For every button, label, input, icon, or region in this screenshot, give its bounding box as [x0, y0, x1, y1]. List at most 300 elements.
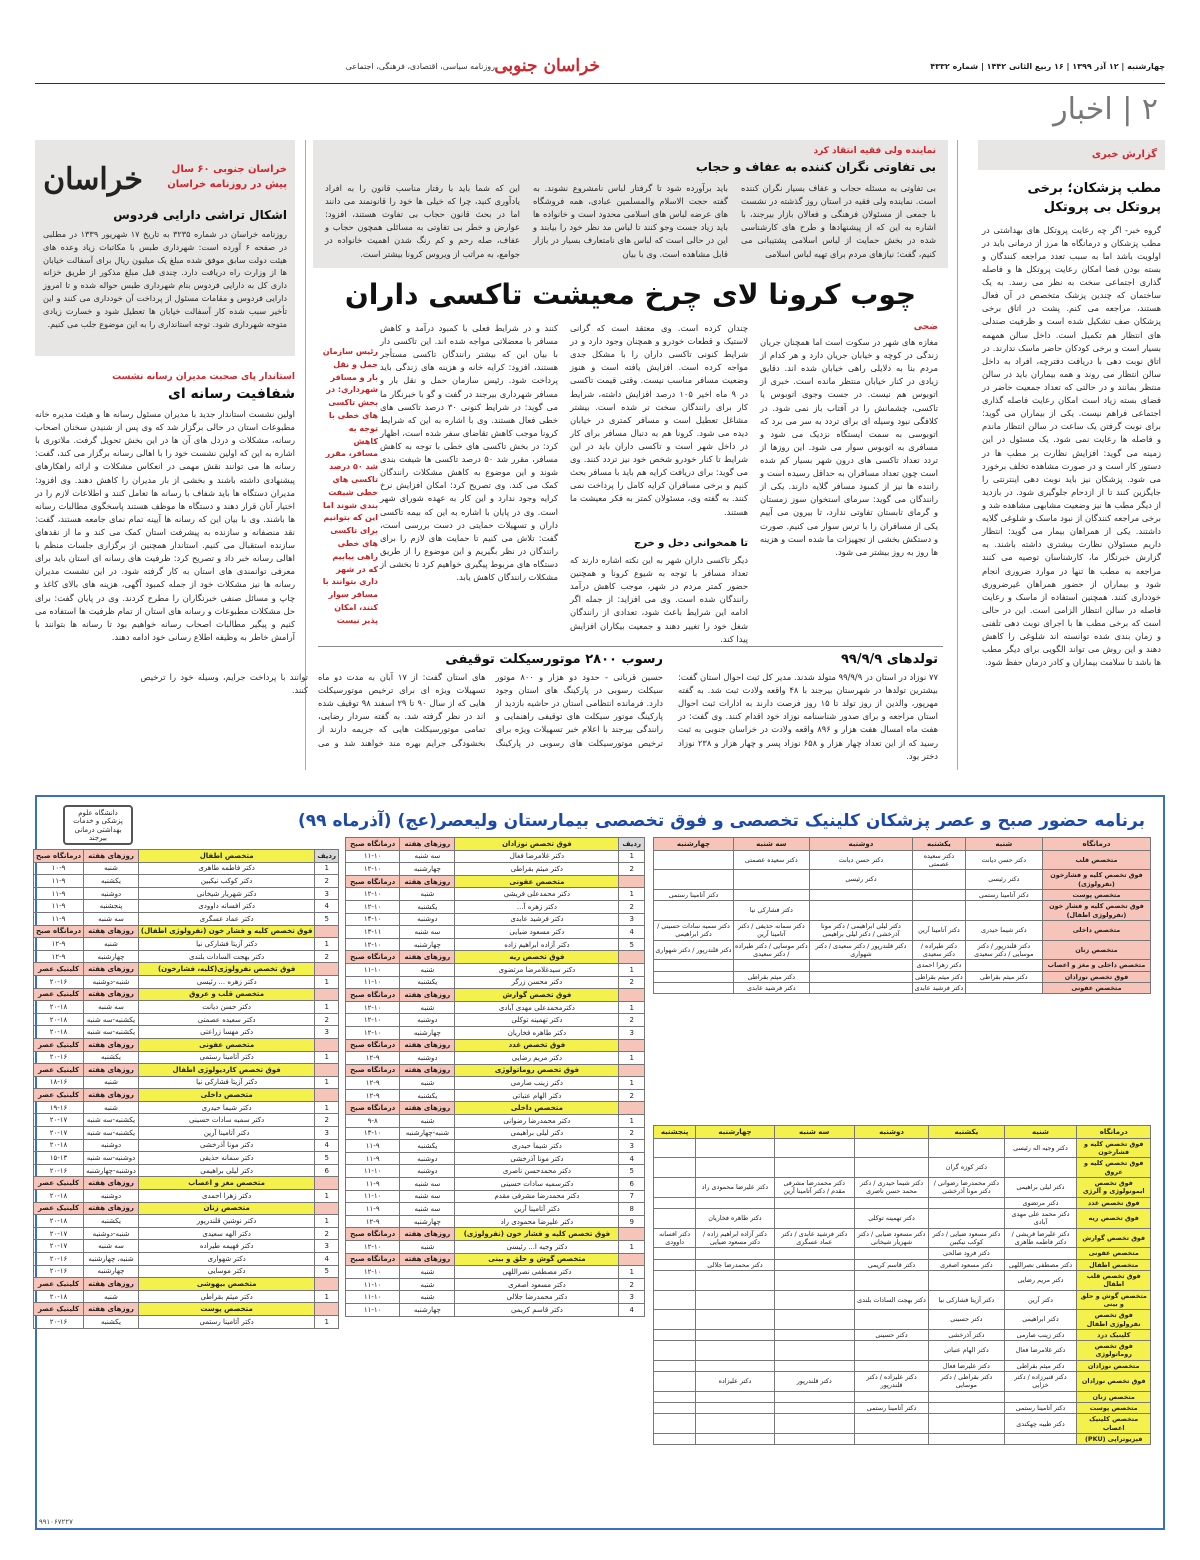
schedule-cell — [913, 889, 965, 900]
table-row — [654, 1177, 1151, 1197]
days-header-cell: روزهای هفته — [84, 988, 139, 1001]
doctor-name-cell: دکتر الهه سعیدی — [138, 1227, 315, 1240]
hours-cell: ۱۲-۱۰ — [346, 938, 400, 951]
table-header-cell: پنجشنبه — [654, 1126, 696, 1139]
days-cell: شنبه-دوشنبه — [84, 975, 139, 988]
row-number-cell: 3 — [315, 1240, 339, 1253]
schedule-cell — [654, 1259, 696, 1270]
table-row — [33, 1026, 338, 1039]
schedule-cell: دکتر شیما حیدری / دکتر محمد حسن ناصری — [854, 1177, 928, 1197]
days-cell: شنبه — [400, 1001, 455, 1014]
days-cell: دوشنبه — [84, 1190, 139, 1203]
doctor-name-cell: دکتر مسعود اصغری — [455, 1278, 619, 1291]
schedule-cell — [654, 1208, 696, 1228]
days-cell: شنبه — [84, 1076, 139, 1089]
table-row — [346, 1014, 645, 1027]
schedule-cell — [774, 1403, 854, 1414]
specialty-cell: متخصص پوست — [138, 1303, 315, 1316]
hours-cell: ۱۱-۹ — [346, 1203, 400, 1216]
doctor-name-cell: دکتر قاسم کریمی — [455, 1303, 619, 1316]
table-row — [346, 1303, 645, 1316]
hours-cell: ۱۱-۹ — [33, 875, 83, 888]
schedule-cell — [774, 1414, 854, 1434]
doctor-name-cell: دکتر حسن دیانت — [138, 1001, 315, 1014]
schedule-cell — [929, 1391, 1004, 1402]
schedule-cell — [774, 1248, 854, 1259]
table-row — [654, 870, 1151, 890]
table-row — [33, 1164, 338, 1177]
row-number-cell — [315, 988, 339, 1001]
hours-cell: ۱۲-۹ — [33, 950, 83, 963]
schedule-cell — [654, 982, 734, 993]
hours-cell: ۲۰-۱۶ — [33, 1164, 83, 1177]
days-header-cell: روزهای هفته — [400, 1228, 455, 1241]
doctor-name-cell: دکتر آتامینا رستمی — [138, 1315, 315, 1328]
hours-cell: ۹-۸ — [346, 1115, 400, 1128]
row-number-cell — [619, 1064, 645, 1077]
schedule-cell — [696, 1290, 774, 1310]
hours-cell: ۲۰-۱۸ — [33, 1001, 83, 1014]
schedule-cell: دکتر محمدرضا مشرفی مقدم / دکتر آتامینا آرین — [774, 1177, 854, 1197]
schedule-cell — [696, 1270, 774, 1290]
taxi-col-1: مغازه های شهر در سکوت است اما همچنان جریان زندگی در کوچه و خیابان جریان دارد و هر کدام از مردم بنا به دلایلی راهی خیابان شده اند. دقایق زیادی در کنار خیابان منتظر مانده است. خبری از اتوبوس هم نیست. در جست وجوی اتوبوس یا تاکسی، چشمانش را در آفتاب باز نمی شود. در کلافگی نبود وسیله ای برای تردد به سر می برد که اتوبوسی به سمت ایستگاه نزدیک می شود و مسافری به اتوبوس سوار می شود. این روزها از تردد تعداد تاکسی های درون شهر بسیار کم شده است چون تعداد مسافران به حداقل رسیده است و راننده ها نیز از کمبود مسافر گلایه دارند. یکی از رانندگان می گوید: سرمای استخوان سوز زمستان و گرمای تابستان تفاوتی ندارد، تا بیرون می آییم یکی از مسافران را با ترس سوار می کنیم. صورت و دستکش بخشی از تجهیزات ما شده است و هزینه ها روز به روز بیشتر می شود. — [760, 337, 938, 557]
doctor-name-cell: دکترسمیه سادات حسینی — [455, 1178, 619, 1191]
table-row — [346, 1178, 645, 1191]
specialty-cell: فوق تخصص روماتولوژی — [455, 1064, 619, 1077]
table-row — [33, 963, 338, 976]
schedule-cell — [654, 1197, 696, 1208]
schedule-cell — [774, 1197, 854, 1208]
schedule-cell — [654, 971, 734, 982]
row-number-cell: 4 — [315, 900, 339, 913]
row-number-cell: 3 — [315, 887, 339, 900]
table-row — [33, 1152, 338, 1165]
days-cell: شنبه — [400, 1291, 455, 1304]
hours-cell: ۱۲-۹ — [346, 1089, 400, 1102]
table-row — [654, 1391, 1151, 1402]
doctor-name-cell: دکتر میثم بقراطی — [455, 863, 619, 876]
history-box — [35, 140, 295, 356]
row-number-cell: 2 — [315, 1227, 339, 1240]
clinic-header-cell: درمانگاه صبح — [346, 1102, 400, 1115]
schedule-cell: دکتر میثم بقراطی — [733, 971, 809, 982]
table-row — [346, 875, 645, 888]
clinic-name-cell: کلینیک درد — [1077, 1329, 1151, 1340]
table-row — [33, 1114, 338, 1127]
schedule-cell — [965, 982, 1042, 993]
row-number-cell: 3 — [619, 1140, 645, 1153]
days-header-cell: روزهای هفته — [400, 1253, 455, 1266]
doctor-name-cell: دکتر آتامینا آرین — [455, 1203, 619, 1216]
schedule-cell: دکتر طاهره فخاریان — [696, 1208, 774, 1228]
clinic-name-cell: فوق تخصص نفرولوژی اطفال — [1077, 1310, 1151, 1330]
row-number-cell — [315, 1089, 339, 1102]
doctor-name-cell: دکتر آتامینا آرین — [138, 1127, 315, 1140]
hours-cell: ۱۲-۱۰ — [346, 1241, 400, 1254]
days-cell: شنبه — [400, 1266, 455, 1279]
table-row — [33, 850, 338, 863]
doctor-name-cell: دکتر میثم بقراطی — [138, 1290, 315, 1303]
clinic-name-cell: متخصص پوست — [1077, 1403, 1151, 1414]
table-row — [33, 1076, 338, 1089]
schedule-cell: دکتر الهام عتباتی — [929, 1341, 1004, 1361]
ad-logo — [63, 805, 133, 845]
days-cell: چهارشنبه — [400, 1026, 455, 1039]
table-row — [654, 1310, 1151, 1330]
days-header-cell: روزهای هفته — [84, 1038, 139, 1051]
days-cell: یکشنبه — [400, 1089, 455, 1102]
table-row — [346, 1152, 645, 1165]
table-header-cell: سه شنبه — [774, 1126, 854, 1139]
schedule-cell: دکتر فرشید عابدی — [914, 983, 964, 992]
schedule-cell: دکتر طیبه چهکندی — [1004, 1414, 1077, 1434]
row-number-cell — [619, 1228, 645, 1241]
table-row — [654, 960, 1151, 971]
doctor-name-cell: دکتر شهریار شیخانی — [138, 887, 315, 900]
table-row — [33, 1064, 338, 1077]
days-header-cell: روزهای هفته — [84, 1278, 139, 1291]
clinic-header-cell: درمانگاه صبح — [346, 989, 400, 1002]
table-row — [33, 1240, 338, 1253]
hours-cell: ۲۰-۱۷ — [33, 1127, 83, 1140]
clinic-table-afternoon — [653, 1125, 1151, 1445]
masthead-logo: خراسان جنوبی — [494, 56, 600, 76]
row-number-cell — [315, 1278, 339, 1291]
table-row — [346, 1026, 645, 1039]
schedule-cell: دکتر کوزه گران — [929, 1158, 1004, 1178]
hours-cell: ۱۰-۹ — [33, 862, 83, 875]
schedule-cell: دکتر غلامرضا فعال — [1004, 1341, 1077, 1361]
doctor-name-cell: دکتر تهمینه توکلی — [455, 1014, 619, 1027]
days-cell: شنبه — [400, 1115, 455, 1128]
clinic-name-cell: فوق تخصص کلیه و فشار خون (نفرولوژی اطفال) — [1042, 901, 1150, 921]
days-cell: یکشنبه-سه شنبه — [84, 1127, 139, 1140]
masthead — [35, 52, 1165, 84]
schedule-cell — [774, 1329, 854, 1340]
table-row — [33, 988, 338, 1001]
schedule-cell: دکتر مرتضوی — [1004, 1197, 1077, 1208]
doctor-name-cell: دکتر مصطفی نصراللهی — [455, 1266, 619, 1279]
specialty-cell: فوق تخصص نفرولوژی(کلیه، فشارخون) — [138, 963, 315, 976]
row-number-cell: 1 — [315, 1051, 339, 1064]
specialty-cell: متخصص اطفال — [138, 850, 315, 863]
doctor-name-cell: دکتر آزاده ابراهیم زاده — [455, 938, 619, 951]
table-row — [346, 913, 645, 926]
row-number-cell: 3 — [619, 1291, 645, 1304]
specialty-cell: متخصص داخلی — [138, 1089, 315, 1102]
schedule-cell — [854, 1360, 928, 1371]
schedule-cell — [774, 1360, 854, 1371]
doctor-table-subspec — [345, 837, 645, 1317]
table-row — [346, 989, 645, 1002]
specialty-cell: متخصص گوش و حلق و بینی — [455, 1253, 619, 1266]
schedule-cell: دکتر مسعود اصغری — [929, 1259, 1004, 1270]
schedule-cell — [654, 870, 734, 890]
clinic-header-cell: کلینیک عصر — [33, 1202, 83, 1215]
doctor-name-cell: دکتر شیما حیدری — [138, 1101, 315, 1114]
days-header-cell: روزهای هفته — [400, 1064, 455, 1077]
table-row — [33, 1227, 338, 1240]
doctor-name-cell: دکتر محمدرضا رضوانی — [455, 1115, 619, 1128]
table-row — [346, 926, 645, 939]
table-row — [346, 1140, 645, 1153]
table-row — [654, 1248, 1151, 1259]
schedule-cell — [774, 1290, 854, 1310]
table-row — [346, 1115, 645, 1128]
schedule-cell — [654, 960, 734, 971]
table-row — [346, 1228, 645, 1241]
hours-cell: ۱۲-۱۰ — [346, 900, 400, 913]
schedule-cell: دکتر حسن دیانت — [809, 850, 913, 870]
doctor-name-cell: دکتر محمدعلی فریشی — [455, 888, 619, 901]
schedule-cell: دکتر علیرضا فعال — [929, 1360, 1004, 1371]
row-number-cell: 3 — [315, 1026, 339, 1039]
clinic-header-cell: درمانگاه صبح — [346, 951, 400, 964]
table-row — [346, 863, 645, 876]
doctor-name-cell: دکتر لیلی براهیمی — [455, 1127, 619, 1140]
row-number-cell — [619, 875, 645, 888]
days-cell: چهارشنبه — [400, 1215, 455, 1228]
hours-cell: ۲۰-۱۸ — [33, 1190, 83, 1203]
row-number-cell — [619, 1102, 645, 1115]
taxi-col-2: چندان کرده است. وی معتقد است که گرانی لاستیک و قطعات خودرو و همچنان وجود دارد و در شرایط کنونی تاکسی داران را با مشکل جدی مواجه کرده است. افزایش یافته است و هنوز وضعیت مسافر مناسب نیست. وقتی قیمت تاکسی در ۹ ماه اخیر ۱۰۵ درصد افزایش داشته، شرایط کار برای رانندگان سخت تر شده است. بیشتر مشاغل تعطیل است و مسافر کمتری در خیابان دیده می شود. کرونا هم به دنبال مسافر برای کار در داخل شهر است و تاکسی داران باید در این شرایط تا کنار خودرو شخص خود نیز تردد کنند. وی می گوید: برای دریافت کرایه هم باید با مسافر بحث کنیم و برخی مسافران کرایه کامل را پرداخت نمی کنند. به گفته وی، مسئولان کمتر به فکر معیشت ما هستند. — [570, 323, 748, 517]
meeting-kicker: استاندار پای صحبت مدیران رسانه نشست — [112, 372, 295, 382]
clinic-header-cell: کلینیک عصر — [33, 1278, 83, 1291]
row-number-cell: 2 — [619, 1089, 645, 1102]
row-number-cell: 2 — [619, 1014, 645, 1027]
masthead-subtitle: روزنامه سیاسی، اقتصادی، فرهنگی، اجتماعی — [345, 62, 495, 71]
row-number-cell: 1 — [315, 1190, 339, 1203]
days-cell: یکشنبه — [84, 875, 139, 888]
days-header-cell: روزهای هفته — [400, 838, 455, 851]
row-number-cell: 1 — [315, 1215, 339, 1228]
schedule-cell — [733, 870, 809, 890]
hours-cell: ۱۸-۱۶ — [33, 1076, 83, 1089]
doctor-table-peds — [35, 849, 339, 1329]
clinic-name-cell: متخصص کلینیک اعصاب — [1077, 1414, 1151, 1434]
page-label: ۲ | اخبار — [1053, 92, 1158, 127]
table-row — [654, 1270, 1151, 1290]
table-row — [346, 888, 645, 901]
row-number-cell: 1 — [619, 850, 645, 863]
doctor-name-cell: دکتر شهواری — [138, 1253, 315, 1266]
row-number-cell: 2 — [619, 863, 645, 876]
table-row — [346, 1278, 645, 1291]
row-number-cell — [619, 989, 645, 1002]
table-row — [346, 1291, 645, 1304]
schedule-cell: دکتر آتامینا آرین — [913, 920, 965, 940]
schedule-cell — [654, 1177, 696, 1197]
table-row — [346, 1215, 645, 1228]
hours-cell: ۱۲-۹ — [346, 1052, 400, 1065]
specialty-cell: فوق تخصص کلیه و فشار خون (نفرولوژی اطفال) — [138, 925, 315, 938]
row-number-cell: ردیف — [619, 838, 645, 851]
table-row — [346, 838, 645, 851]
schedule-cell — [854, 1158, 928, 1178]
clinic-header-cell: کلینیک عصر — [33, 1303, 83, 1316]
doctor-name-cell: دکتر مسعود ضیایی — [455, 926, 619, 939]
hours-cell: ۲۰-۱۶ — [33, 1253, 83, 1266]
row-number-cell: 1 — [315, 1001, 339, 1014]
doctor-name-cell: دکتر سمیه سادات حسینی — [138, 1114, 315, 1127]
table-row — [33, 1038, 338, 1051]
days-cell: چهارشنبه — [84, 950, 139, 963]
hours-cell: ۱۱-۹ — [346, 1152, 400, 1165]
schedule-cell — [854, 1434, 928, 1445]
row-number-cell: 1 — [315, 862, 339, 875]
clinic-name-cell: متخصص اطفال — [1077, 1259, 1151, 1270]
schedule-cell — [696, 1197, 774, 1208]
schedule-cell — [809, 901, 913, 921]
hours-cell: ۱۲-۹ — [346, 1215, 400, 1228]
table-row — [33, 1089, 338, 1102]
days-cell: شنبه، چهارشنبه — [84, 1253, 139, 1266]
clinic-name-cell: فوق تخصص ریه — [1077, 1208, 1151, 1228]
table-header-cell: دوشنبه — [854, 1126, 928, 1139]
schedule-cell — [774, 1391, 854, 1402]
row-number-cell: 9 — [619, 1215, 645, 1228]
hospital-ad — [35, 795, 1165, 1530]
table-row — [33, 1315, 338, 1328]
row-number-cell — [315, 1202, 339, 1215]
days-cell: شنبه — [400, 1241, 455, 1254]
clinic-name-cell: متخصص پوست — [1042, 889, 1150, 900]
table-row — [33, 1051, 338, 1064]
schedule-cell: دکتر علیرضا قریشی / دکتر فاطمه طاهری — [1004, 1228, 1077, 1248]
row-number-cell: 2 — [315, 1013, 339, 1026]
births-title: تولدهای ۹۹/۹/۹ — [841, 652, 938, 667]
specialty-cell: متخصص عفونی — [138, 1038, 315, 1051]
table-row — [654, 920, 1151, 940]
hours-cell: ۱۳-۱۱ — [346, 926, 400, 939]
row-number-cell: 5 — [315, 1265, 339, 1278]
row-number-cell — [619, 1253, 645, 1266]
table-row — [33, 1202, 338, 1215]
table-row — [654, 901, 1151, 921]
table-row — [654, 850, 1151, 870]
schedule-cell — [774, 1270, 854, 1290]
table-row — [33, 1303, 338, 1316]
days-cell: سه شنبه — [84, 912, 139, 925]
hours-cell: ۱۱-۹ — [33, 887, 83, 900]
right-article-title: مطب پزشکان؛ برخی پروتکل بی پروتکل — [1027, 181, 1161, 215]
table-row — [33, 938, 338, 951]
schedule-cell: دکتر افسانه داوودی — [654, 1228, 696, 1248]
doctor-name-cell: دکتر وجیه ا... رئیسی — [455, 1241, 619, 1254]
hours-cell: ۲۰-۱۶ — [33, 1265, 83, 1278]
row-number-cell — [619, 1039, 645, 1052]
schedule-cell — [854, 1248, 928, 1259]
moto-news — [140, 652, 663, 762]
specialty-cell: فوق تخصص نوزادان — [455, 838, 619, 851]
clinic-name-cell: متخصص گوش و حلق و بینی — [1077, 1290, 1151, 1310]
row-number-cell: 5 — [315, 912, 339, 925]
schedule-cell: دکتر مریم رضایی — [1004, 1270, 1077, 1290]
row-number-cell: 3 — [619, 913, 645, 926]
clinic-name-cell: فوق تخصص گوارش — [1077, 1228, 1151, 1248]
clinic-header-cell: کلینیک عصر — [33, 1089, 83, 1102]
schedule-cell — [1004, 1158, 1077, 1178]
clinic-name-cell: فوق تخصص کلیه و فشارخون (نفرولوژی) — [1042, 870, 1150, 890]
doctor-name-cell: دکتر زهرا احمدی — [138, 1190, 315, 1203]
row-number-cell: 2 — [315, 875, 339, 888]
doctor-name-cell: دکتر بهجت السادات بلندی — [138, 950, 315, 963]
schedule-cell: دکتر لیلی براهیمی — [1004, 1177, 1077, 1197]
clinic-name-cell: متخصص عفونی — [1077, 1248, 1151, 1259]
specialty-cell: فوق تخصص کلیه و فشار خون (نفرولوژی) — [455, 1228, 619, 1241]
row-number-cell: 3 — [619, 1026, 645, 1039]
days-cell: چهارشنبه — [400, 1303, 455, 1316]
schedule-cell — [965, 960, 1042, 971]
schedule-cell: دکتر محمدرضا رضوانی / دکتر مونا آذرخشی — [929, 1177, 1004, 1197]
table-row — [33, 950, 338, 963]
row-number-cell: 1 — [619, 1052, 645, 1065]
schedule-cell: دکتر رئیسی — [809, 870, 913, 890]
specialty-cell: فوق تخصص غدد — [455, 1039, 619, 1052]
table-row — [654, 1228, 1151, 1248]
schedule-cell — [654, 1158, 696, 1178]
lead-kicker: نماینده ولی فقیه انتقاد کرد — [813, 146, 936, 156]
days-cell: دوشنبه-چهارشنبه — [84, 1164, 139, 1177]
clinic-name-cell: متخصص زنان — [1042, 940, 1150, 960]
table-row — [346, 850, 645, 863]
specialty-cell: فوق تخصص ریه — [455, 951, 619, 964]
schedule-cell — [696, 1310, 774, 1330]
hours-cell: ۱۱-۱۰ — [346, 963, 400, 976]
hours-cell: ۱۲-۱۰ — [346, 1266, 400, 1279]
table-row — [654, 1329, 1151, 1340]
schedule-cell — [929, 1403, 1004, 1414]
table-row — [654, 971, 1151, 982]
row-number-cell: 1 — [619, 1077, 645, 1090]
table-header-cell: سه شنبه — [733, 838, 809, 851]
row-number-cell: 2 — [315, 1114, 339, 1127]
ad-footer-code: ۹۹۱۰۶۷۲۲۷ — [39, 1518, 73, 1526]
lead-body-1: بی تفاوتی به مسئله حجاب و عفاف بسیار نگران کننده است. نماینده ولی فقیه در استان روز گذشته در نشست با جمعی از مسئولان فرهنگی و فعالان بازار بیرجند، با اشاره به این که از پیشنهادها و طرح های کارشناسی شده در بخش حمایت از لباس اسلامی پشتیبانی می کنیم، گفت: نیازهای مردم برای تهیه لباس اسلامی — [741, 183, 936, 259]
days-cell: دوشنبه — [400, 1014, 455, 1027]
schedule-cell: دکتر شیما حیدری — [965, 920, 1042, 940]
schedule-cell: دکتر آرین — [1004, 1290, 1077, 1310]
schedule-cell: دکتر آتامینا رستمی — [654, 889, 734, 900]
schedule-cell — [929, 1270, 1004, 1290]
table-row — [654, 982, 1151, 993]
days-cell: یکشنبه — [84, 1051, 139, 1064]
table-header-cell: چهارشنبه — [696, 1126, 774, 1139]
days-cell: چهارشنبه — [400, 863, 455, 876]
days-cell: چهارشنبه — [84, 1265, 139, 1278]
days-cell: یکشنبه — [400, 1140, 455, 1153]
table-row — [346, 1165, 645, 1178]
hours-cell: ۱۱-۱۰ — [346, 1165, 400, 1178]
schedule-cell: دکتر قنبرزاده / دکتر خزایی — [1004, 1372, 1077, 1392]
doctor-name-cell: دکتر زهره آ... — [455, 900, 619, 913]
days-cell: شنبه — [400, 963, 455, 976]
hours-cell: ۱۱-۹ — [33, 900, 83, 913]
row-number-cell: 2 — [619, 1278, 645, 1291]
days-cell: یکشنبه-سه شنبه — [84, 1013, 139, 1026]
table-row — [346, 1052, 645, 1065]
row-number-cell: 2 — [315, 950, 339, 963]
schedule-cell — [654, 1248, 696, 1259]
hours-cell: ۱۲-۱۰ — [346, 1001, 400, 1014]
table-row — [346, 963, 645, 976]
row-number-cell: 2 — [619, 1127, 645, 1140]
schedule-cell: دکتر حسینی — [854, 1329, 928, 1340]
table-row — [654, 1414, 1151, 1434]
days-header-cell: روزهای هفته — [400, 989, 455, 1002]
schedule-cell — [654, 1329, 696, 1340]
schedule-cell — [929, 1208, 1004, 1228]
